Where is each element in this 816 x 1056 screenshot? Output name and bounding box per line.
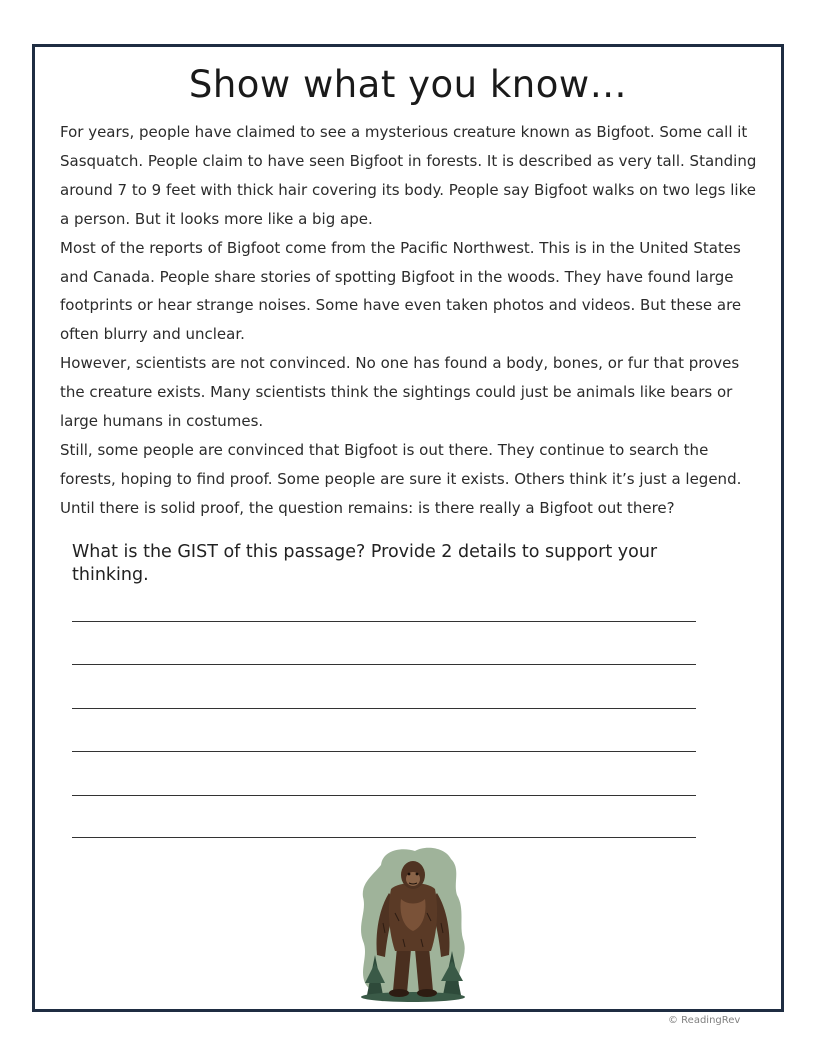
copyright-notice: © ReadingRev (668, 1015, 741, 1026)
answer-line-3[interactable] (72, 708, 696, 709)
passage-paragraph-3: However, scientists are not convinced. No one has found a body, bones, or fur that proves the creature exists. Many scientists think the sightings could just be animals like bears or large humans in costumes. (60, 354, 740, 431)
passage-paragraph-4: Still, some people are convinced that Bigfoot is out there. They continue to search the forests, hoping to find proof. Some people are sure it exists. Others think it’s just a legend. Until there is solid proof, the question remains: is there really a Bigfoot out there? (60, 440, 742, 517)
answer-line-4[interactable] (72, 751, 696, 752)
reading-passage (60, 118, 765, 523)
question-prompt: What is the GIST of this passage? Provide 2 details to support your thinking. (72, 542, 658, 585)
passage-paragraph-1: For years, people have claimed to see a mysterious creature known as Bigfoot. Some call it Sasquatch. People claim to have seen Bigfoot in forests. It is described as very tall. Standing around 7 to 9 feet with thick hair covering its body. People say Bigfoot walks on two legs like a person. But it looks more like a big ape. (60, 123, 757, 228)
answer-line-1[interactable] (72, 621, 696, 622)
page-title: Show what you know… (188, 63, 628, 106)
answer-line-5[interactable] (72, 795, 696, 796)
answer-line-2[interactable] (72, 664, 696, 665)
passage-paragraph-2: Most of the reports of Bigfoot come from the Pacific Northwest. This is in the United States and Canada. People share stories of spotting Bigfoot in the woods. They have found large footprints or hear strange noises. Some have even taken photos and videos. But these are often blurry and unclear. (60, 238, 742, 344)
answer-line-6[interactable] (72, 837, 696, 838)
worksheet-frame (32, 44, 784, 1012)
bigfoot-illustration-icon (353, 843, 473, 1003)
